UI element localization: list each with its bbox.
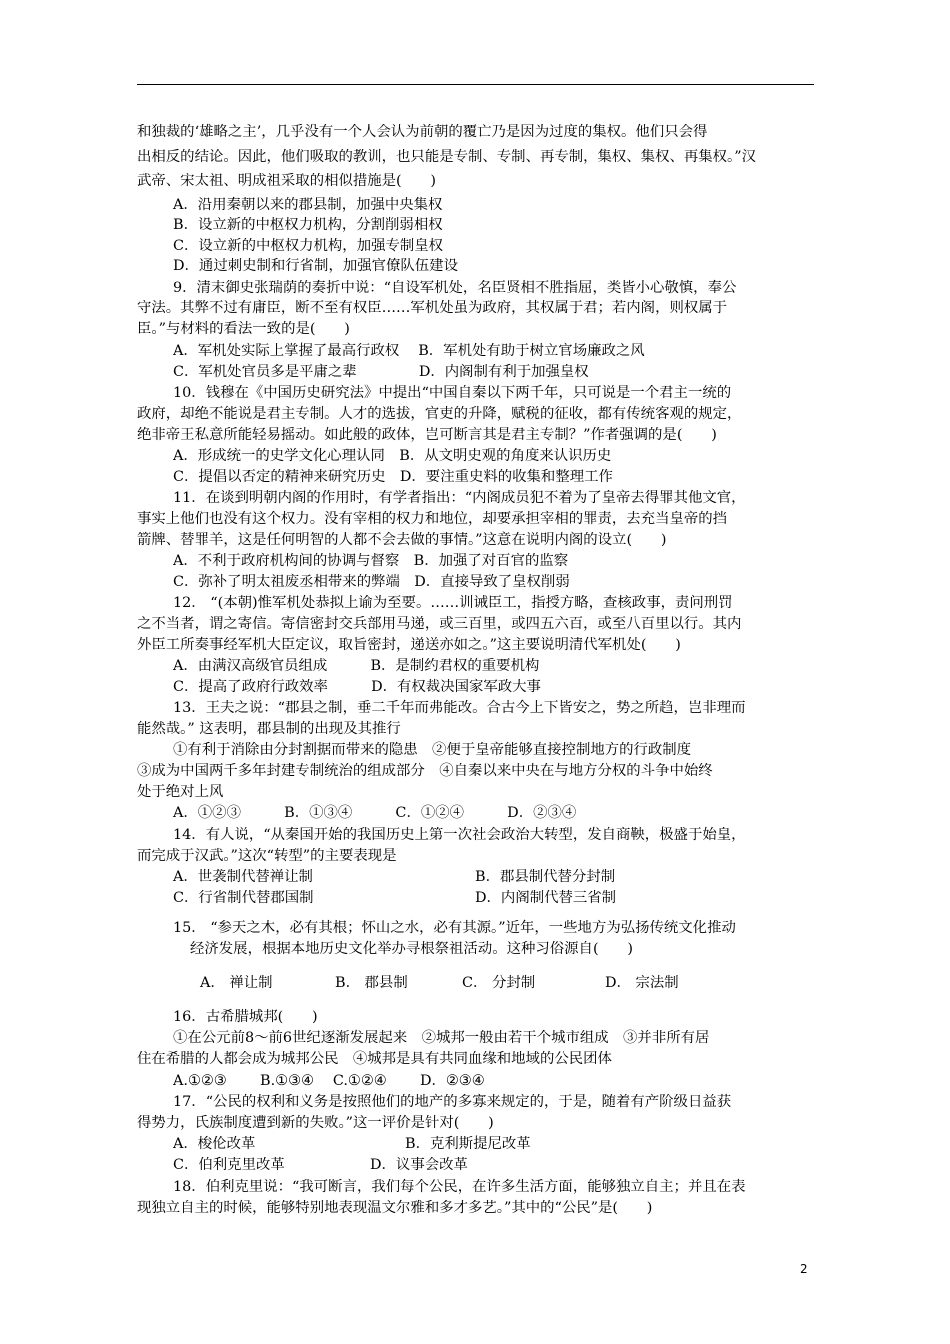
- text-line: 臣。”与材料的看法一致的是( ): [137, 321, 350, 337]
- text-line: 外臣工所奏事经军机大臣定议，取旨密封，递送亦如之。”这主要说明清代军机处( ): [137, 637, 681, 653]
- text-line: 经济发展，根据本地历史文化举办寻根祭祖活动。这种习俗源自( ): [190, 941, 633, 957]
- text-line: ①在公元前8～前6世纪逐渐发展起来 ②城邦一般由若干个城市组成 ③并非所有居: [173, 1030, 710, 1046]
- text-line: 11．在谈到明朝内阁的作用时，有学者指出：“内阁成员犯不着为了皇帝去得罪其他文官，: [173, 490, 746, 506]
- text-line: C．军机处官员多是平庸之辈 D．内阁制有利于加强皇权: [173, 364, 589, 380]
- text-line: B． 郡县制: [335, 975, 408, 991]
- text-line: 之不当者，谓之寄信。寄信密封交兵部用马递，或三百里，或四五六百，或至八百里以行。其内: [137, 616, 742, 632]
- text-line: D．通过刺史制和行省制，加强官僚队伍建设: [173, 258, 458, 274]
- text-line: A.①②③ B.①③④ C.①②④ D．②③④: [173, 1073, 485, 1089]
- text-line: ①有利于消除由分封割据而带来的隐患 ②便于皇帝能够直接控制地方的行政制度: [173, 742, 692, 758]
- text-line: C．提倡以否定的精神来研究历史 D．要注重史料的收集和整理工作: [173, 469, 613, 485]
- text-line: 16．古希腊城邦( ): [173, 1009, 318, 1025]
- text-line: C．行省制代替郡国制: [173, 890, 314, 906]
- page-number: 2: [800, 1262, 808, 1276]
- text-line: A． 禅让制: [200, 975, 273, 991]
- text-line: A．梭伦改革: [173, 1136, 256, 1152]
- text-line: C．设立新的中枢权力机构，加强专制皇权: [173, 238, 444, 254]
- text-line: 箭牌、替罪羊，这是任何明智的人都不会去做的事情。”这意在说明内阁的设立( ): [137, 532, 667, 548]
- text-line: D．议事会改革: [370, 1157, 468, 1173]
- text-line: A．①②③ B．①③④ C．①②④ D．②③④: [173, 805, 577, 821]
- text-line: 能然哉。” 这表明，郡县制的出现及其推行: [137, 721, 401, 737]
- text-line: 18．伯利克里说：“我可断言，我们每个公民，在许多生活方面，能够独立自主；并且在表: [173, 1179, 746, 1195]
- text-line: 事实上他们也没有这个权力。没有宰相的权力和地位，却要承担宰相的罪责，去充当皇帝的挡: [137, 511, 728, 527]
- text-line: 武帝、宋太祖、明成祖采取的相似措施是( ): [137, 173, 437, 189]
- text-line: 现独立自主的时候，能够特别地表现温文尔雅和多才多艺。”其中的“公民”是( ): [137, 1200, 653, 1216]
- text-line: B．郡县制代替分封制: [475, 869, 616, 885]
- text-line: C． 分封制: [462, 975, 536, 991]
- text-line: 14．有人说，“从秦国开始的我国历史上第一次社会政治大转型，发自商鞅，极盛于始皇，: [173, 827, 746, 843]
- text-line: ③成为中国两千多年封建专制统治的组成部分 ④自秦以来中央在与地方分权的斗争中始终: [137, 763, 713, 779]
- text-line: 和独裁的‘雄略之主’，几乎没有一个人会认为前朝的覆亡乃是因为过度的集权。他们只会得: [137, 124, 708, 140]
- text-line: C．弥补了明太祖废丞相带来的弊端 D．直接导致了皇权削弱: [173, 574, 570, 590]
- text-line: 10．钱穆在《中国历史研究法》中提出“中国自秦以下两千年，只可说是一个君主一统的: [173, 385, 732, 401]
- text-line: A．由满汉高级官员组成 B．是制约君权的重要机构: [173, 658, 540, 674]
- text-line: D．内阁制代替三省制: [475, 890, 617, 906]
- text-line: D． 宗法制: [605, 975, 679, 991]
- text-line: C．提高了政府行政效率 D．有权裁决国家军政大事: [173, 679, 541, 695]
- text-line: 得势力，氏族制度遭到新的失败。”这一评价是针对( ): [137, 1115, 494, 1131]
- text-line: A．不利于政府机构间的协调与督察 B．加强了对百官的监察: [173, 553, 569, 569]
- text-line: 9．清末御史张瑞荫的奏折中说：“自设军机处，名臣贤相不胜指屈，类皆小心敬慎，奉公: [173, 280, 737, 296]
- text-line: 而完成于汉武。”这次“转型”的主要表现是: [137, 848, 397, 864]
- text-line: A．沿用秦朝以来的郡县制，加强中央集权: [173, 197, 443, 213]
- text-line: 出相反的结论。因此，他们吸取的教训，也只能是专制、专制、再专制，集权、集权、再集权。”汉: [137, 149, 756, 165]
- text-line: 住在希腊的人都会成为城邦公民 ④城邦是具有共同血缘和地域的公民团体: [137, 1051, 612, 1067]
- text-line: 15． “参天之木，必有其根；怀山之水，必有其源。”近年，一些地方为弘扬传统文化推动: [173, 920, 736, 936]
- text-line: 守法。其弊不过有庸臣，断不至有权臣……军机处虽为政府，其权属于君；若内阁，则权属于: [137, 300, 728, 316]
- text-line: B．设立新的中枢权力机构，分割削弱相权: [173, 217, 443, 233]
- text-line: A．军机处实际上掌握了最高行政权 B．军机处有助于树立官场廉政之风: [173, 343, 645, 359]
- text-line: 政府，却绝不能说是君主专制。人才的选拔，官吏的升降，赋税的征收，都有传统客观的规定，: [137, 406, 742, 422]
- text-line: 12． “(本朝)惟军机处恭拟上谕为至要。……训诫臣工，指授方略，查核政事，责问刑罚: [173, 595, 733, 611]
- text-line: C．伯利克里改革: [173, 1157, 285, 1173]
- text-line: 17．“公民的权利和义务是按照他们的地产的多寡来规定的，于是，随着有产阶级日益获: [173, 1094, 732, 1110]
- text-line: A．世袭制代替禅让制: [173, 869, 313, 885]
- text-line: A．形成统一的史学文化心理认同 B．从文明史观的角度来认识历史: [173, 448, 612, 464]
- text-line: 处于绝对上风: [137, 784, 224, 800]
- header-rule: [137, 84, 814, 85]
- text-line: 13．王夫之说：“郡县之制，垂二千年而弗能改。合古今上下皆安之，势之所趋，岂非理而: [173, 700, 746, 716]
- text-line: B．克利斯提尼改革: [405, 1136, 531, 1152]
- text-line: 绝非帝王私意所能轻易摇动。如此般的政体，岂可断言其是君主专制？”作者强调的是( ): [137, 427, 717, 443]
